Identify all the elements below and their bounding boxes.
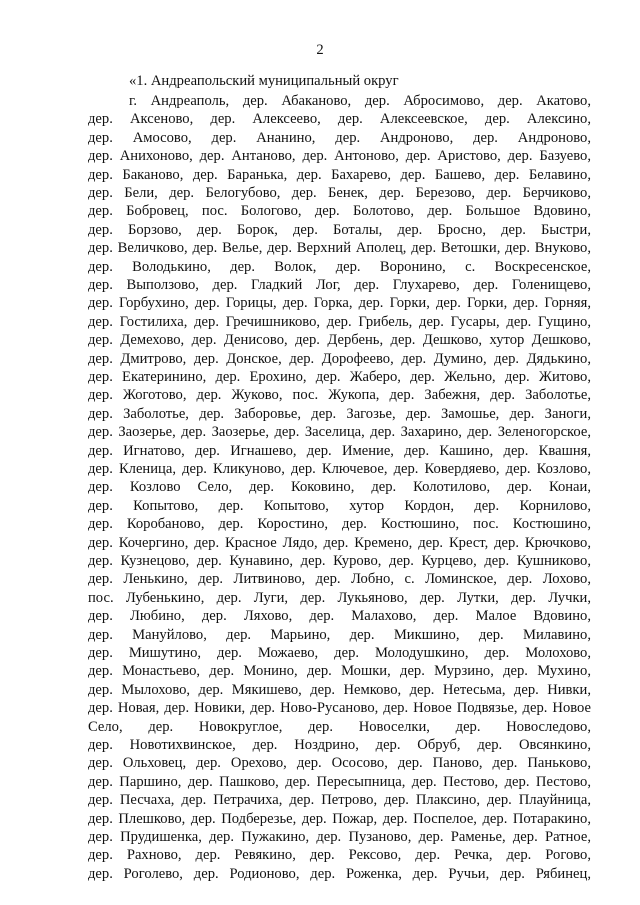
text-line: дер. Мишутино, дер. Можаево, дер. Молодушкино, дер. Молохово, xyxy=(88,645,591,661)
section-heading: «1. Андреапольский муниципальный округ xyxy=(129,73,399,89)
text-line: дер. Мануйлово, дер. Марьино, дер. Микшино, дер. Милавино, xyxy=(88,626,591,643)
text-line: дер. Дмитрово, дер. Донское, дер. Дорофеево, дер. Думино, дер. Дядькино, xyxy=(88,350,591,367)
text-line: дер. Величково, дер. Велье, дер. Верхний Аполец, дер. Ветошки, дер. Внуково, xyxy=(88,240,591,257)
text-line: дер. Кочергино, дер. Красное Лядо, дер. Кремено, дер. Крест, дер. Крючково, xyxy=(88,534,591,551)
text-line: пос. Лубенькино, дер. Луги, дер. Лукьяново, дер. Лутки, дер. Лучки, xyxy=(88,589,591,606)
text-line: дер. Борзово, дер. Борок, дер. Боталы, дер. Бросно, дер. Быстри, xyxy=(88,221,591,238)
text-line: Село, дер. Новокруглое, дер. Новоселки, дер. Новоследово, xyxy=(88,718,591,735)
text-line: дер. Екатеринино, дер. Ерохино, дер. Жаберо, дер. Жельно, дер. Житово, xyxy=(88,369,591,385)
text-line: дер. Горбухино, дер. Горицы, дер. Горка, дер. Горки, дер. Горки, дер. Горняя, xyxy=(88,295,591,312)
text-line: дер. Копытово, дер. Копытово, хутор Кордон, дер. Корнилово, xyxy=(88,497,591,514)
text-line: дер. Прудишенка, дер. Пужакино, дер. Пузаново, дер. Раменье, дер. Ратное, xyxy=(88,829,591,845)
text-line: дер. Роголево, дер. Родионово, дер. Роженка, дер. Ручьи, дер. Рябинец, xyxy=(88,865,591,882)
text-line: дер. Володькино, дер. Волок, дер. Воронино, с. Воскресенское, xyxy=(88,258,591,275)
text-line: дер. Выползово, дер. Гладкий Лог, дер. Глухарево, дер. Голенищево, xyxy=(88,277,591,293)
text-line: дер. Заболотье, дер. Заборовье, дер. Загозье, дер. Замошье, дер. Заноги, xyxy=(88,405,591,422)
text-line: дер. Песчаха, дер. Петрачиха, дер. Петрово, дер. Плаксино, дер. Плауйница, xyxy=(88,792,591,809)
text-line: дер. Аксеново, дер. Алексеево, дер. Алексеевское, дер. Алексино, xyxy=(88,111,591,128)
text-line: дер. Демехово, дер. Денисово, дер. Дербень, дер. Дешково, хутор Дешково, xyxy=(88,332,591,349)
text-line: дер. Амосово, дер. Ананино, дер. Андроново, дер. Андроново, xyxy=(88,129,591,146)
text-line: дер. Анихоново, дер. Антаново, дер. Антоново, дер. Аристово, дер. Базуево, xyxy=(88,148,591,165)
text-line: дер. Любино, дер. Ляхово, дер. Малахово, дер. Малое Вдовино, xyxy=(88,608,591,625)
text-line: г. Андреаполь, дер. Абаканово, дер. Абросимово, дер. Акатово, xyxy=(129,93,591,109)
text-line: дер. Новая, дер. Новики, дер. Ново-Русаново, дер. Новое Подвязье, дер. Новое xyxy=(88,700,591,717)
text-line: дер. Плешково, дер. Подберезье, дер. Пожар, дер. Поспелое, дер. Потаракино, xyxy=(88,810,591,827)
text-line: дер. Бели, дер. Белогубово, дер. Бенек, дер. Березово, дер. Берчиково, xyxy=(88,185,591,201)
text-line: дер. Кузнецово, дер. Кунавино, дер. Курово, дер. Курцево, дер. Кушниково, xyxy=(88,553,591,569)
text-line: дер. Кленица, дер. Кликуново, дер. Ключевое, дер. Ковердяево, дер. Козлово, xyxy=(88,461,591,477)
text-line: дер. Козлово Село, дер. Коковино, дер. Колотилово, дер. Конаи, xyxy=(88,479,591,496)
text-line: дер. Жоготово, дер. Жуково, пос. Жукопа, дер. Забежня, дер. Заболотье, xyxy=(88,387,591,404)
text-line: дер. Монастьево, дер. Монино, дер. Мошки, дер. Мурзино, дер. Мухино, xyxy=(88,663,591,680)
text-line: дер. Ольховец, дер. Орехово, дер. Ососово, дер. Паново, дер. Панькoво, xyxy=(88,755,591,772)
page-number: 2 xyxy=(316,42,324,58)
text-line: дер. Рахново, дер. Ревякино, дер. Рексово, дер. Речка, дер. Рогово, xyxy=(88,847,591,864)
text-line: дер. Новотихвинское, дер. Ноздрино, дер. Обруб, дер. Овсянкино, xyxy=(88,737,591,753)
text-line: дер. Баканово, дер. Баранька, дер. Бахарево, дер. Башево, дер. Белавино, xyxy=(88,166,591,183)
text-line: дер. Паршино, дер. Пашково, дер. Пересыпница, дер. Пестово, дер. Пестово, xyxy=(88,773,591,790)
text-line: дер. Бобровец, пос. Бологово, дер. Болотово, дер. Большое Вдовино, xyxy=(88,203,591,220)
text-line: дер. Гостилиха, дер. Гречишниково, дер. Грибель, дер. Гусары, дер. Гущино, xyxy=(88,313,591,330)
text-line: дер. Ленькино, дер. Литвиново, дер. Лобно, с. Ломинское, дер. Лохово, xyxy=(88,571,591,588)
text-line: дер. Коробаново, дер. Коростино, дер. Костюшино, пос. Костюшино, xyxy=(88,516,591,533)
text-line: дер. Игнатово, дер. Игнашево, дер. Имение, дер. Кашино, дер. Квашня, xyxy=(88,442,591,459)
text-line: дер. Мылохово, дер. Мякишево, дер. Немково, дер. Нетесьма, дер. Нивки, xyxy=(88,681,591,698)
text-line: дер. Заозерье, дер. Заозерье, дер. Заселица, дер. Захарино, дер. Зеленогорское, xyxy=(88,424,591,441)
